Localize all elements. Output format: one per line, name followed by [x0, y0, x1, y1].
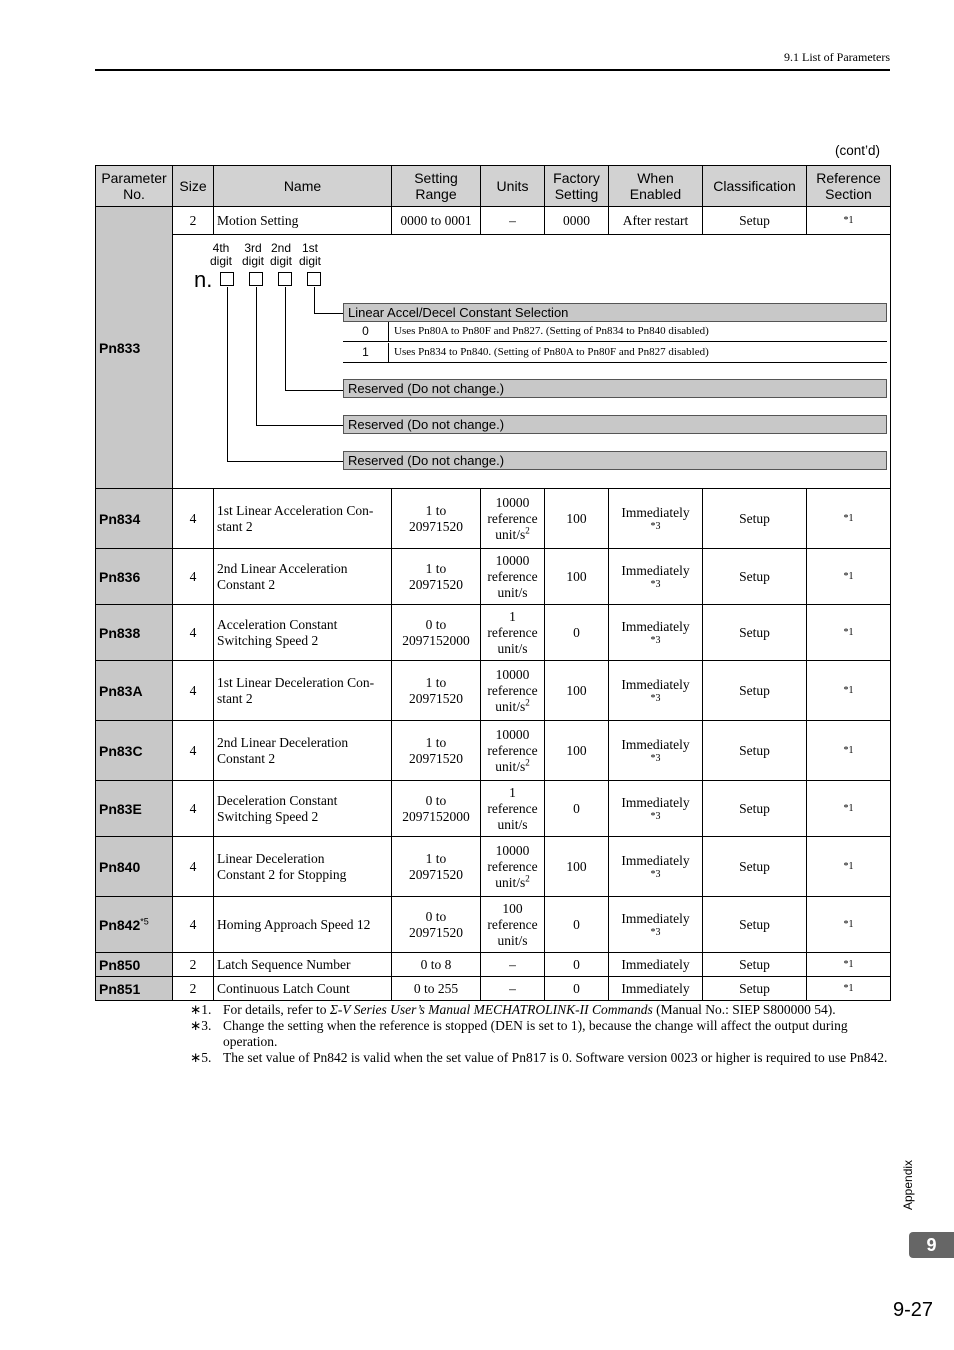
param-factory-text: 0 — [573, 916, 580, 932]
header-name: Name — [214, 166, 392, 207]
units-exponent: 2 — [525, 697, 530, 707]
param-size — [173, 953, 214, 977]
param-factory-text: 0 — [573, 956, 580, 972]
header-parameter-no: Parameter No. — [96, 166, 173, 207]
param-size-text: 4 — [189, 682, 197, 698]
param-size — [173, 721, 214, 781]
param-no — [96, 549, 173, 605]
table-row — [96, 721, 891, 781]
param-name-text: Homing Approach Speed 12 — [217, 916, 371, 932]
param-no-footnote: *5 — [140, 915, 149, 926]
param-when-text: Immediately — [621, 618, 690, 634]
param-name — [214, 781, 392, 837]
param-ref — [807, 897, 891, 953]
parameter-table — [95, 165, 891, 1001]
units-exponent: 2 — [525, 757, 530, 767]
param-range — [392, 549, 481, 605]
param-range — [392, 661, 481, 721]
param-units — [481, 837, 545, 897]
param-ref-text: *1 — [843, 959, 854, 970]
param-range — [392, 977, 481, 1001]
header-size: Size — [173, 166, 214, 207]
param-ref-text: *1 — [843, 513, 854, 524]
param-when-text: Immediately — [621, 910, 690, 926]
param-class — [703, 977, 807, 1001]
param-when — [609, 489, 703, 549]
units-exponent: 2 — [525, 525, 530, 535]
param-ref-text: *1 — [843, 803, 854, 814]
param-class — [703, 721, 807, 781]
param-size-text: 4 — [189, 916, 197, 932]
param-range — [392, 897, 481, 953]
param-units-text: 10000 reference unit/s — [487, 842, 538, 890]
units-exponent: 2 — [525, 873, 530, 883]
param-name-text: Linear Deceleration Constant 2 for Stopping — [217, 850, 347, 882]
param-when — [609, 897, 703, 953]
param-ref-text: *1 — [843, 745, 854, 756]
param-no — [96, 977, 173, 1001]
param-name — [214, 837, 392, 897]
connector-1st-h — [314, 313, 343, 314]
param-ref-text: *1 — [843, 627, 854, 638]
connector-4th — [227, 287, 228, 461]
connector-2nd-h — [285, 390, 343, 391]
header-classification: Classification — [703, 166, 807, 207]
param-factory-text: 0 — [573, 624, 580, 640]
header-units: Units — [481, 166, 545, 207]
param-range-text: 1 to 20971520 — [409, 560, 463, 592]
reserved-2nd-digit: Reserved (Do not change.) — [343, 379, 887, 398]
param-size-text: 4 — [189, 568, 197, 584]
footnote-mark: ∗3. — [190, 1018, 212, 1033]
param-units-text: 1 reference unit/s — [487, 608, 538, 656]
param-class — [703, 549, 807, 605]
param-name-text: Acceleration Constant Switching Speed 2 — [217, 616, 338, 648]
param-name-text: Latch Sequence Number — [217, 956, 351, 972]
param-class — [703, 953, 807, 977]
connector-3rd-h — [256, 425, 343, 426]
param-ref — [807, 661, 891, 721]
param-when-text: Immediately — [621, 736, 690, 752]
param-ref — [807, 721, 891, 781]
param-class — [703, 605, 807, 661]
param-class — [703, 661, 807, 721]
param-ref — [807, 549, 891, 605]
param-units — [481, 781, 545, 837]
connector-4th-h — [227, 461, 343, 462]
param-range — [392, 721, 481, 781]
table-row — [96, 605, 891, 661]
footnote-text: For details, refer to — [223, 1002, 330, 1017]
param-units-text: 10000 reference unit/s — [487, 726, 538, 774]
param-class-text: Setup — [739, 568, 770, 584]
table-row — [96, 837, 891, 897]
param-ref: *1 — [807, 207, 891, 235]
param-class-text: Setup — [739, 980, 770, 996]
param-when-text: Immediately — [621, 562, 690, 578]
table-row — [96, 953, 891, 977]
option-row-0 — [343, 322, 887, 342]
side-tab-label: Appendix — [901, 1159, 915, 1210]
footnote-mark: ∗1. — [190, 1002, 212, 1017]
param-name-text: 1st Linear Deceleration Con- stant 2 — [217, 674, 375, 706]
when-footnote: *3 — [650, 926, 661, 938]
param-name-text: Continuous Latch Count — [217, 980, 350, 996]
param-when — [609, 549, 703, 605]
param-no — [96, 605, 173, 661]
footnote — [190, 1050, 890, 1066]
param-range-text: 0 to 2097152000 — [402, 616, 470, 648]
param-units — [481, 549, 545, 605]
param-range-text: 1 to 20971520 — [409, 734, 463, 766]
param-range — [392, 489, 481, 549]
param-ref — [807, 605, 891, 661]
reserved-3rd-digit: Reserved (Do not change.) — [343, 415, 887, 434]
param-when — [609, 781, 703, 837]
param-class-text: Setup — [739, 742, 770, 758]
param-factory-text: 0 — [573, 980, 580, 996]
digit-diagram-cell — [173, 235, 891, 489]
param-factory-text: 100 — [566, 742, 587, 758]
param-when — [609, 605, 703, 661]
param-units — [481, 661, 545, 721]
param-no — [96, 489, 173, 549]
param-factory — [545, 897, 609, 953]
option-row-1 — [343, 343, 887, 363]
param-ref — [807, 953, 891, 977]
param-name — [214, 953, 392, 977]
when-footnote: *3 — [650, 752, 661, 764]
param-name — [214, 549, 392, 605]
param-ref-text: *1 — [843, 685, 854, 696]
param-factory-text: 0 — [573, 800, 580, 816]
param-range-text: 0 to 2097152000 — [402, 792, 470, 824]
header-reference-section: Reference Section — [807, 166, 891, 207]
param-factory — [545, 489, 609, 549]
param-when-text: Immediately — [621, 852, 690, 868]
param-no-text: Pn838 — [99, 624, 141, 641]
param-no-text: Pn83A — [99, 682, 143, 699]
param-units: – — [481, 207, 545, 235]
param-when — [609, 721, 703, 781]
reserved-4th-digit: Reserved (Do not change.) — [343, 451, 887, 470]
digit-diagram — [176, 235, 893, 488]
param-class — [703, 897, 807, 953]
param-factory: 0000 — [545, 207, 609, 235]
param-size-text: 4 — [189, 510, 197, 526]
param-units — [481, 977, 545, 1001]
param-no-text: Pn83E — [99, 800, 142, 817]
table-header-row — [96, 166, 891, 207]
param-when — [609, 977, 703, 1001]
param-factory-text: 100 — [566, 510, 587, 526]
param-no — [96, 897, 173, 953]
param-factory — [545, 977, 609, 1001]
param-name: Motion Setting — [214, 207, 392, 235]
param-units — [481, 605, 545, 661]
footnotes — [190, 1002, 890, 1066]
when-footnote: *3 — [650, 520, 661, 532]
when-footnote: *3 — [650, 634, 661, 646]
connector-2nd — [285, 287, 286, 390]
param-class — [703, 781, 807, 837]
when-footnote: *3 — [650, 692, 661, 704]
param-units — [481, 489, 545, 549]
param-name — [214, 605, 392, 661]
param-no-text: Pn834 — [99, 510, 141, 527]
param-no: Pn833 — [96, 207, 173, 489]
option-value: 0 — [343, 322, 389, 341]
param-factory — [545, 661, 609, 721]
param-size-text: 4 — [189, 624, 197, 640]
param-ref-text: *1 — [843, 919, 854, 930]
param-class-text: Setup — [739, 624, 770, 640]
param-when-text: Immediately — [621, 794, 690, 810]
param-name-text: 2nd Linear Acceleration Constant 2 — [217, 560, 348, 592]
param-name — [214, 977, 392, 1001]
param-ref-text: *1 — [843, 983, 854, 994]
header-setting-range: Setting Range — [392, 166, 481, 207]
param-range-text: 1 to 20971520 — [409, 674, 463, 706]
param-no-text: Pn842 — [99, 916, 141, 933]
param-name — [214, 661, 392, 721]
param-class: Setup — [703, 207, 807, 235]
page-number: 9-27 — [893, 1299, 934, 1321]
param-range-text: 0 to 8 — [420, 956, 452, 972]
param-ref — [807, 837, 891, 897]
running-header: 9.1 List of Parameters — [784, 50, 890, 64]
first-digit-title: Linear Accel/Decel Constant Selection — [343, 303, 887, 322]
digit-label-4th: 4th digit — [210, 241, 233, 268]
param-when-text: Immediately — [621, 504, 690, 520]
param-factory-text: 100 — [566, 568, 587, 584]
option-value: 1 — [343, 343, 389, 362]
param-class-text: Setup — [739, 956, 770, 972]
table-row — [96, 897, 891, 953]
param-no-text: Pn850 — [99, 956, 141, 973]
param-no-text: Pn840 — [99, 858, 141, 875]
param-factory — [545, 605, 609, 661]
param-when — [609, 953, 703, 977]
param-ref — [807, 781, 891, 837]
param-when: After restart — [609, 207, 703, 235]
param-factory — [545, 549, 609, 605]
param-range: 0000 to 0001 — [392, 207, 481, 235]
option-desc: Uses Pn834 to Pn840. (Setting of Pn80A to Pn80F and Pn827 disabled) — [394, 346, 709, 358]
param-when — [609, 661, 703, 721]
param-no-text: Pn851 — [99, 980, 141, 997]
param-name-text: 2nd Linear Deceleration Constant 2 — [217, 734, 349, 766]
param-class-text: Setup — [739, 800, 770, 816]
param-when — [609, 837, 703, 897]
param-no — [96, 721, 173, 781]
param-size-text: 2 — [189, 980, 197, 996]
connector-3rd — [256, 287, 257, 425]
footnote-text: Change the setting when the reference is stopped (DEN is set to 1), because the change will affect the output during operation. — [223, 1018, 848, 1049]
param-units-text: 1 reference unit/s — [487, 784, 538, 832]
footnote-text: (Manual No.: SIEP S800000 54). — [652, 1002, 836, 1017]
param-range-text: 1 to 20971520 — [409, 850, 463, 882]
option-desc: Uses Pn80A to Pn80F and Pn827. (Setting of Pn834 to Pn840 disabled) — [394, 325, 709, 337]
param-when-text: Immediately — [621, 676, 690, 692]
param-size — [173, 661, 214, 721]
param-size-text: 4 — [189, 858, 197, 874]
param-range-text: 0 to 20971520 — [409, 908, 463, 940]
footnote-text: The set value of Pn842 is valid when the set value of Pn817 is 0. Software version 0023 or higher is required to use Pn842. — [223, 1050, 888, 1065]
chapter-tab: 9 — [909, 1232, 954, 1258]
param-size — [173, 977, 214, 1001]
digit-box-1st — [307, 272, 321, 286]
param-factory — [545, 953, 609, 977]
param-units — [481, 897, 545, 953]
param-name-text: 1st Linear Acceleration Con- stant 2 — [217, 502, 374, 534]
param-size-text: 2 — [189, 956, 197, 972]
table-row — [96, 489, 891, 549]
param-class — [703, 837, 807, 897]
connector-1st — [314, 287, 315, 313]
table-row-pn833 — [96, 207, 891, 235]
param-class — [703, 489, 807, 549]
table-row — [96, 781, 891, 837]
digit-label-3rd: 3rd digit — [242, 241, 265, 268]
param-range — [392, 605, 481, 661]
param-factory — [545, 781, 609, 837]
param-size: 2 — [173, 207, 214, 235]
param-no — [96, 661, 173, 721]
param-ref — [807, 977, 891, 1001]
param-factory-text: 100 — [566, 858, 587, 874]
param-size — [173, 837, 214, 897]
param-class-text: Setup — [739, 510, 770, 526]
param-size — [173, 897, 214, 953]
param-units-text: 10000 reference unit/s — [487, 552, 538, 600]
param-size — [173, 605, 214, 661]
param-ref-text: *1 — [843, 571, 854, 582]
param-range-text: 0 to 255 — [413, 980, 459, 996]
param-range-text: 1 to 20971520 — [409, 502, 463, 534]
footnote-text: Σ-V Series User’s Manual MECHATROLINK-II Commands — [329, 1002, 653, 1017]
param-units-text: – — [509, 980, 516, 996]
when-footnote: *3 — [650, 578, 661, 590]
digit-box-3rd — [249, 272, 263, 286]
footnote — [190, 1002, 890, 1018]
param-when-text: Immediately — [621, 980, 690, 996]
param-range — [392, 953, 481, 977]
digit-box-4th — [220, 272, 234, 286]
param-size — [173, 489, 214, 549]
param-no-text: Pn836 — [99, 568, 141, 585]
header-when-enabled: When Enabled — [609, 166, 703, 207]
param-range — [392, 781, 481, 837]
when-footnote: *3 — [650, 810, 661, 822]
param-units-text: – — [509, 956, 516, 972]
param-size-text: 4 — [189, 742, 197, 758]
when-footnote: *3 — [650, 868, 661, 880]
table-row — [96, 977, 891, 1001]
param-class-text: Setup — [739, 682, 770, 698]
side-tab — [901, 1150, 925, 1210]
param-factory — [545, 721, 609, 781]
param-name-text: Deceleration Constant Switching Speed 2 — [217, 792, 338, 824]
param-name — [214, 897, 392, 953]
param-size — [173, 781, 214, 837]
param-factory-text: 100 — [566, 682, 587, 698]
param-units — [481, 953, 545, 977]
param-class-text: Setup — [739, 858, 770, 874]
param-factory — [545, 837, 609, 897]
header-factory-setting: Factory Setting — [545, 166, 609, 207]
param-range — [392, 837, 481, 897]
param-units-text: 10000 reference unit/s — [487, 494, 538, 542]
param-no — [96, 781, 173, 837]
param-no — [96, 837, 173, 897]
continued-label: (cont’d) — [835, 143, 881, 158]
digit-label-1st: 1st digit — [299, 241, 322, 268]
param-units-text: 10000 reference unit/s — [487, 666, 538, 714]
param-no — [96, 953, 173, 977]
param-when-text: Immediately — [621, 956, 690, 972]
param-units — [481, 721, 545, 781]
param-ref — [807, 489, 891, 549]
table-row-pn833-diagram — [96, 235, 891, 489]
table-row — [96, 661, 891, 721]
param-class-text: Setup — [739, 916, 770, 932]
footnote-mark: ∗5. — [190, 1050, 212, 1065]
param-name — [214, 489, 392, 549]
param-no-text: Pn83C — [99, 742, 143, 759]
param-units-text: 100 reference unit/s — [487, 900, 538, 948]
param-size — [173, 549, 214, 605]
digit-box-2nd — [278, 272, 292, 286]
footnote — [190, 1018, 890, 1050]
header-rule — [95, 69, 890, 71]
param-ref-text: *1 — [843, 861, 854, 872]
param-size-text: 4 — [189, 800, 197, 816]
digit-label-2nd: 2nd digit — [270, 241, 293, 268]
n-prefix: n. — [194, 267, 213, 292]
param-name — [214, 721, 392, 781]
table-row — [96, 549, 891, 605]
